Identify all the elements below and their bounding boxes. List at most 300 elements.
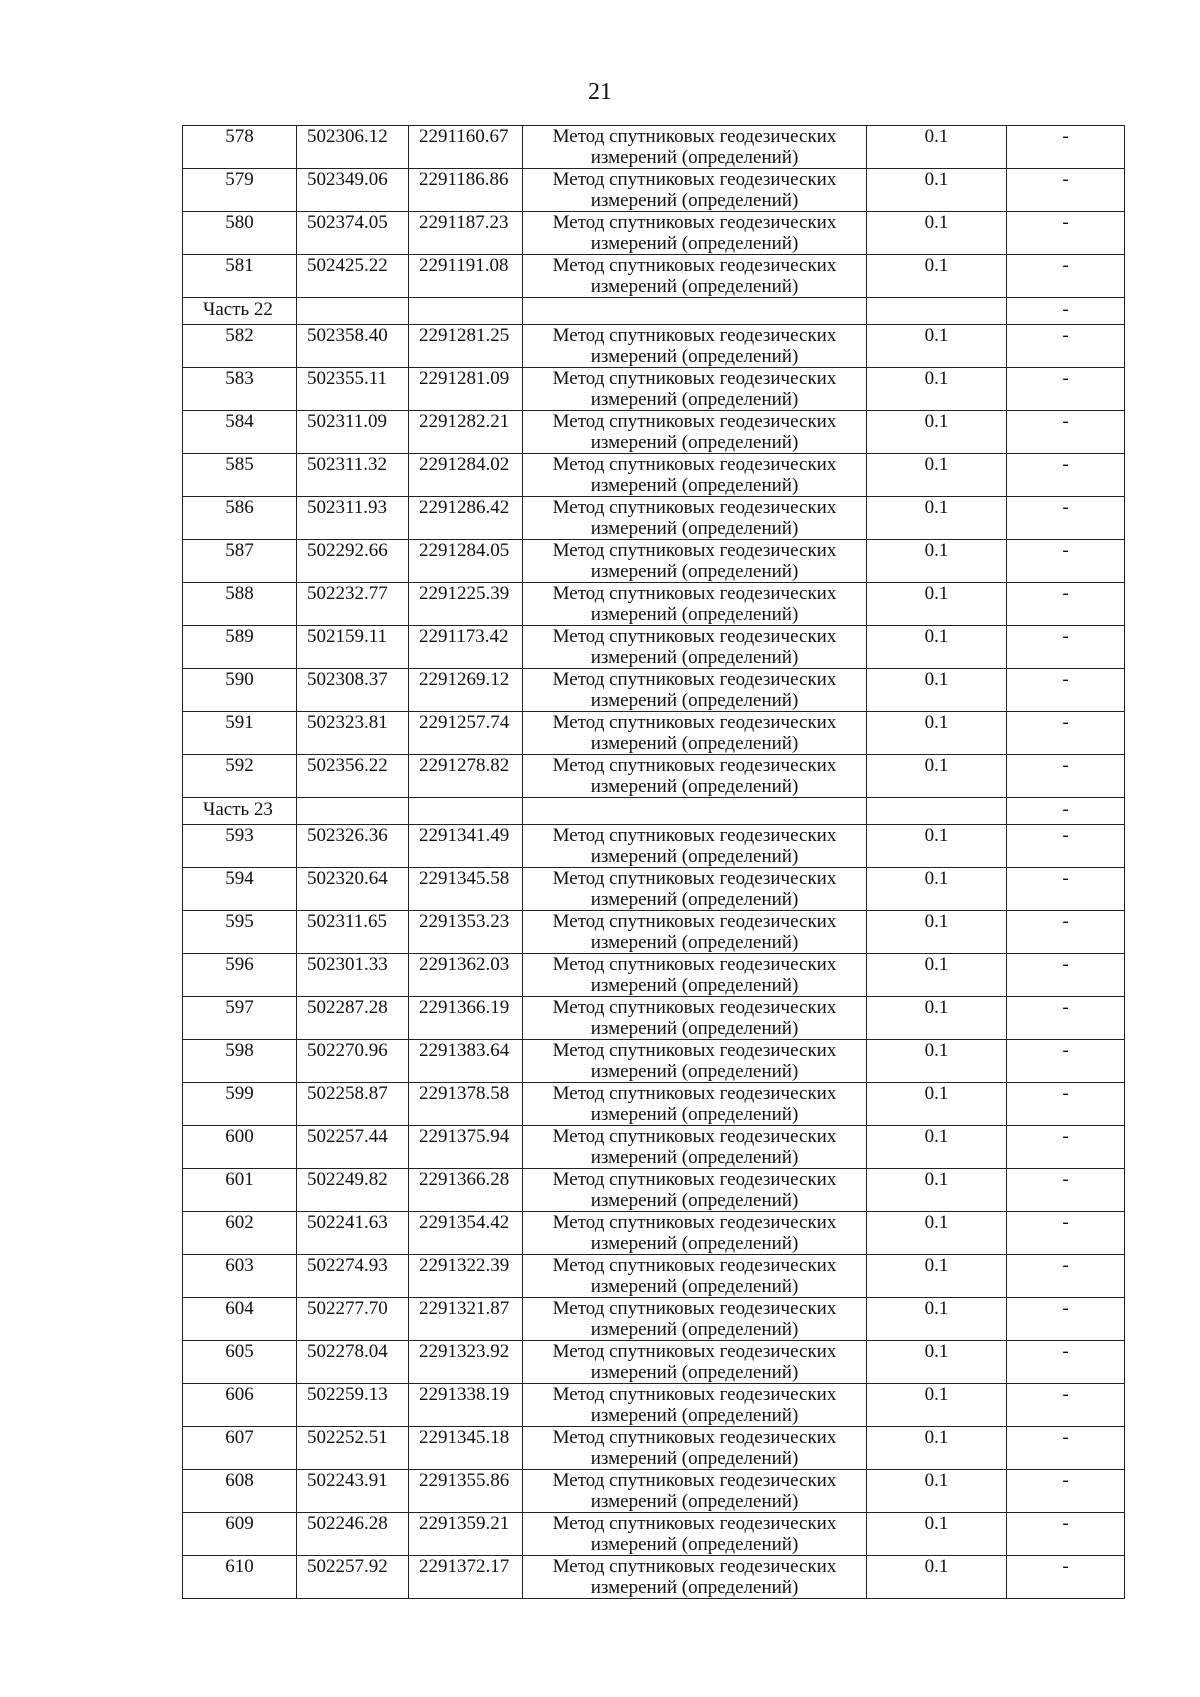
y-coordinate-cell: 2291341.49: [409, 825, 523, 868]
y-coordinate-cell: 2291282.21: [409, 411, 523, 454]
method-cell: [523, 997, 867, 1040]
x-coordinate-cell: 502311.09: [297, 411, 409, 454]
accuracy-cell: 0.1: [867, 454, 1007, 497]
note-cell: -: [1007, 368, 1125, 411]
x-coordinate-cell: 502355.11: [297, 368, 409, 411]
note-cell: -: [1007, 1083, 1125, 1126]
accuracy-cell: 0.1: [867, 497, 1007, 540]
y-coordinate-cell: 2291355.86: [409, 1470, 523, 1513]
x-coordinate-cell: 502349.06: [297, 169, 409, 212]
method-text-line-1: Метод спутниковых геодезических: [552, 825, 837, 846]
method-text-line-1: Метод спутниковых геодезических: [552, 1255, 837, 1276]
accuracy-cell: 0.1: [867, 1298, 1007, 1341]
accuracy-cell: 0.1: [867, 169, 1007, 212]
accuracy-cell: 0.1: [867, 1212, 1007, 1255]
x-coordinate-cell: 502320.64: [297, 868, 409, 911]
y-coordinate-cell: 2291366.28: [409, 1169, 523, 1212]
table-row: [183, 497, 1125, 540]
note-cell: -: [1007, 626, 1125, 669]
y-coordinate-cell: 2291345.18: [409, 1427, 523, 1470]
x-coordinate-cell: 502232.77: [297, 583, 409, 626]
x-coordinate-cell: 502311.32: [297, 454, 409, 497]
y-coordinate-cell: 2291354.42: [409, 1212, 523, 1255]
accuracy-cell: 0.1: [867, 868, 1007, 911]
note-cell: -: [1007, 798, 1125, 825]
table-row: [183, 911, 1125, 954]
method-cell: [523, 454, 867, 497]
accuracy-cell: 0.1: [867, 1083, 1007, 1126]
method-cell: [523, 411, 867, 454]
method-cell: [523, 868, 867, 911]
table-row: [183, 626, 1125, 669]
point-number-cell: 605: [183, 1341, 297, 1384]
method-text-line-2: измерений (определений): [590, 561, 799, 582]
method-cell: [523, 497, 867, 540]
section-row: [183, 298, 1125, 325]
point-number-cell: 584: [183, 411, 297, 454]
y-coordinate-cell: 2291278.82: [409, 755, 523, 798]
method-text-line-2: измерений (определений): [590, 190, 799, 211]
point-number-cell: 599: [183, 1083, 297, 1126]
method-text-line-1: Метод спутниковых геодезических: [552, 212, 837, 233]
note-cell: -: [1007, 1126, 1125, 1169]
table-row: [183, 1513, 1125, 1556]
method-text-line-2: измерений (определений): [590, 975, 799, 996]
coordinates-table: [182, 125, 1125, 1599]
method-text-line-1: Метод спутниковых геодезических: [552, 169, 837, 190]
method-text-line-1: Метод спутниковых геодезических: [552, 755, 837, 776]
method-cell: [523, 1126, 867, 1169]
method-text-line-2: измерений (определений): [590, 647, 799, 668]
point-number-cell: 585: [183, 454, 297, 497]
method-cell: [523, 1556, 867, 1599]
y-coordinate-cell: 2291362.03: [409, 954, 523, 997]
accuracy-cell: 0.1: [867, 1556, 1007, 1599]
point-number-cell: 593: [183, 825, 297, 868]
accuracy-cell: 0.1: [867, 1255, 1007, 1298]
point-number-cell: 597: [183, 997, 297, 1040]
y-coordinate-cell: 2291375.94: [409, 1126, 523, 1169]
method-text-line-2: измерений (определений): [590, 1534, 799, 1555]
point-number-cell: 609: [183, 1513, 297, 1556]
empty-cell: [297, 798, 409, 825]
method-cell: [523, 626, 867, 669]
y-coordinate-cell: 2291286.42: [409, 497, 523, 540]
table-row: [183, 1427, 1125, 1470]
x-coordinate-cell: 502252.51: [297, 1427, 409, 1470]
method-text-line-1: Метод спутниковых геодезических: [552, 1470, 837, 1491]
method-cell: [523, 540, 867, 583]
point-number-cell: 602: [183, 1212, 297, 1255]
method-cell: [523, 755, 867, 798]
note-cell: -: [1007, 169, 1125, 212]
note-cell: -: [1007, 911, 1125, 954]
point-number-cell: 604: [183, 1298, 297, 1341]
table-row: [183, 1255, 1125, 1298]
y-coordinate-cell: 2291323.92: [409, 1341, 523, 1384]
method-cell: [523, 1298, 867, 1341]
note-cell: -: [1007, 1384, 1125, 1427]
method-text-line-2: измерений (определений): [590, 1491, 799, 1512]
method-text-line-2: измерений (определений): [590, 690, 799, 711]
method-text-line-2: измерений (определений): [590, 1233, 799, 1254]
note-cell: -: [1007, 954, 1125, 997]
y-coordinate-cell: 2291284.05: [409, 540, 523, 583]
method-cell: [523, 583, 867, 626]
note-cell: -: [1007, 454, 1125, 497]
method-cell: [523, 1341, 867, 1384]
method-cell: [523, 825, 867, 868]
method-text-line-1: Метод спутниковых геодезических: [552, 1212, 837, 1233]
table-row: [183, 411, 1125, 454]
method-text-line-1: Метод спутниковых геодезических: [552, 1126, 837, 1147]
point-number-cell: 590: [183, 669, 297, 712]
y-coordinate-cell: 2291353.23: [409, 911, 523, 954]
y-coordinate-cell: 2291322.39: [409, 1255, 523, 1298]
table-row: [183, 454, 1125, 497]
point-number-cell: 578: [183, 126, 297, 169]
method-text-line-1: Метод спутниковых геодезических: [552, 1513, 837, 1534]
accuracy-cell: 0.1: [867, 1040, 1007, 1083]
accuracy-cell: 0.1: [867, 1427, 1007, 1470]
method-cell: [523, 669, 867, 712]
method-cell: [523, 169, 867, 212]
note-cell: -: [1007, 1169, 1125, 1212]
method-cell: [523, 1040, 867, 1083]
note-cell: -: [1007, 325, 1125, 368]
method-text-line-2: измерений (определений): [590, 604, 799, 625]
method-text-line-2: измерений (определений): [590, 1104, 799, 1125]
table-row: [183, 1040, 1125, 1083]
table-row: [183, 868, 1125, 911]
note-cell: -: [1007, 868, 1125, 911]
accuracy-cell: 0.1: [867, 825, 1007, 868]
point-number-cell: 588: [183, 583, 297, 626]
x-coordinate-cell: 502323.81: [297, 712, 409, 755]
method-text-line-1: Метод спутниковых геодезических: [552, 1427, 837, 1448]
point-number-cell: 598: [183, 1040, 297, 1083]
accuracy-cell: 0.1: [867, 997, 1007, 1040]
method-text-line-1: Метод спутниковых геодезических: [552, 1298, 837, 1319]
accuracy-cell: 0.1: [867, 712, 1007, 755]
method-cell: [523, 255, 867, 298]
x-coordinate-cell: 502278.04: [297, 1341, 409, 1384]
note-cell: -: [1007, 669, 1125, 712]
note-cell: -: [1007, 1040, 1125, 1083]
accuracy-cell: 0.1: [867, 212, 1007, 255]
x-coordinate-cell: 502258.87: [297, 1083, 409, 1126]
coordinates-table-body: [183, 126, 1125, 1599]
accuracy-cell: 0.1: [867, 583, 1007, 626]
method-text-line-2: измерений (определений): [590, 1577, 799, 1598]
accuracy-cell: 0.1: [867, 626, 1007, 669]
note-cell: -: [1007, 1513, 1125, 1556]
method-text-line-2: измерений (определений): [590, 233, 799, 254]
table-row: [183, 583, 1125, 626]
method-cell: [523, 1384, 867, 1427]
table-row: [183, 1470, 1125, 1513]
note-cell: -: [1007, 126, 1125, 169]
table-row: [183, 540, 1125, 583]
table-row: [183, 1298, 1125, 1341]
note-cell: -: [1007, 997, 1125, 1040]
method-cell: [523, 325, 867, 368]
y-coordinate-cell: 2291338.19: [409, 1384, 523, 1427]
y-coordinate-cell: 2291225.39: [409, 583, 523, 626]
section-label: Часть 23: [183, 798, 297, 825]
method-cell: [523, 1083, 867, 1126]
x-coordinate-cell: 502246.28: [297, 1513, 409, 1556]
y-coordinate-cell: 2291321.87: [409, 1298, 523, 1341]
x-coordinate-cell: 502356.22: [297, 755, 409, 798]
method-text-line-2: измерений (определений): [590, 733, 799, 754]
method-text-line-1: Метод спутниковых геодезических: [552, 540, 837, 561]
method-text-line-2: измерений (определений): [590, 1405, 799, 1426]
point-number-cell: 582: [183, 325, 297, 368]
y-coordinate-cell: 2291160.67: [409, 126, 523, 169]
method-text-line-1: Метод спутниковых геодезических: [552, 669, 837, 690]
note-cell: -: [1007, 755, 1125, 798]
method-text-line-1: Метод спутниковых геодезических: [552, 1384, 837, 1405]
method-text-line-2: измерений (определений): [590, 1061, 799, 1082]
point-number-cell: 592: [183, 755, 297, 798]
method-text-line-1: Метод спутниковых геодезических: [552, 868, 837, 889]
note-cell: -: [1007, 1341, 1125, 1384]
note-cell: -: [1007, 212, 1125, 255]
table-row: [183, 1384, 1125, 1427]
x-coordinate-cell: 502292.66: [297, 540, 409, 583]
method-text-line-2: измерений (определений): [590, 1147, 799, 1168]
table-row: [183, 212, 1125, 255]
accuracy-cell: 0.1: [867, 1169, 1007, 1212]
accuracy-cell: 0.1: [867, 411, 1007, 454]
accuracy-cell: 0.1: [867, 368, 1007, 411]
method-text-line-1: Метод спутниковых геодезических: [552, 454, 837, 475]
x-coordinate-cell: 502249.82: [297, 1169, 409, 1212]
x-coordinate-cell: 502425.22: [297, 255, 409, 298]
method-text-line-2: измерений (определений): [590, 1362, 799, 1383]
method-text-line-1: Метод спутниковых геодезических: [552, 126, 837, 147]
point-number-cell: 580: [183, 212, 297, 255]
y-coordinate-cell: 2291187.23: [409, 212, 523, 255]
method-text-line-1: Метод спутниковых геодезических: [552, 255, 837, 276]
x-coordinate-cell: 502308.37: [297, 669, 409, 712]
method-text-line-2: измерений (определений): [590, 276, 799, 297]
table-row: [183, 669, 1125, 712]
empty-cell: [523, 298, 867, 325]
y-coordinate-cell: 2291366.19: [409, 997, 523, 1040]
x-coordinate-cell: 502274.93: [297, 1255, 409, 1298]
x-coordinate-cell: 502241.63: [297, 1212, 409, 1255]
y-coordinate-cell: 2291281.25: [409, 325, 523, 368]
point-number-cell: 587: [183, 540, 297, 583]
table-row: [183, 1126, 1125, 1169]
accuracy-cell: 0.1: [867, 1513, 1007, 1556]
accuracy-cell: 0.1: [867, 755, 1007, 798]
note-cell: -: [1007, 712, 1125, 755]
point-number-cell: 608: [183, 1470, 297, 1513]
note-cell: -: [1007, 497, 1125, 540]
x-coordinate-cell: 502243.91: [297, 1470, 409, 1513]
point-number-cell: 596: [183, 954, 297, 997]
y-coordinate-cell: 2291257.74: [409, 712, 523, 755]
accuracy-cell: 0.1: [867, 954, 1007, 997]
table-row: [183, 755, 1125, 798]
accuracy-cell: 0.1: [867, 1384, 1007, 1427]
x-coordinate-cell: 502257.92: [297, 1556, 409, 1599]
method-text-line-2: измерений (определений): [590, 889, 799, 910]
method-text-line-1: Метод спутниковых геодезических: [552, 1083, 837, 1104]
section-label: Часть 22: [183, 298, 297, 325]
empty-cell: [409, 298, 523, 325]
note-cell: -: [1007, 255, 1125, 298]
accuracy-cell: 0.1: [867, 1341, 1007, 1384]
y-coordinate-cell: 2291372.17: [409, 1556, 523, 1599]
method-text-line-2: измерений (определений): [590, 389, 799, 410]
accuracy-cell: 0.1: [867, 126, 1007, 169]
x-coordinate-cell: 502287.28: [297, 997, 409, 1040]
method-text-line-2: измерений (определений): [590, 846, 799, 867]
method-text-line-1: Метод спутниковых геодезических: [552, 368, 837, 389]
section-row: [183, 798, 1125, 825]
table-row: [183, 1083, 1125, 1126]
method-cell: [523, 1255, 867, 1298]
point-number-cell: 589: [183, 626, 297, 669]
x-coordinate-cell: 502270.96: [297, 1040, 409, 1083]
accuracy-cell: 0.1: [867, 540, 1007, 583]
note-cell: -: [1007, 1556, 1125, 1599]
note-cell: -: [1007, 1427, 1125, 1470]
method-cell: [523, 126, 867, 169]
empty-cell: [523, 798, 867, 825]
note-cell: -: [1007, 583, 1125, 626]
method-text-line-1: Метод спутниковых геодезических: [552, 954, 837, 975]
method-text-line-2: измерений (определений): [590, 147, 799, 168]
x-coordinate-cell: 502277.70: [297, 1298, 409, 1341]
table-row: [183, 997, 1125, 1040]
method-text-line-1: Метод спутниковых геодезических: [552, 583, 837, 604]
method-text-line-1: Метод спутниковых геодезических: [552, 1040, 837, 1061]
method-cell: [523, 1169, 867, 1212]
method-cell: [523, 368, 867, 411]
method-text-line-1: Метод спутниковых геодезических: [552, 1341, 837, 1362]
table-row: [183, 1341, 1125, 1384]
note-cell: -: [1007, 540, 1125, 583]
accuracy-cell: 0.1: [867, 325, 1007, 368]
point-number-cell: 600: [183, 1126, 297, 1169]
y-coordinate-cell: 2291359.21: [409, 1513, 523, 1556]
y-coordinate-cell: 2291269.12: [409, 669, 523, 712]
method-text-line-1: Метод спутниковых геодезических: [552, 626, 837, 647]
note-cell: -: [1007, 1470, 1125, 1513]
method-cell: [523, 1470, 867, 1513]
table-row: [183, 1212, 1125, 1255]
method-text-line-2: измерений (определений): [590, 432, 799, 453]
table-row: [183, 1556, 1125, 1599]
x-coordinate-cell: 502257.44: [297, 1126, 409, 1169]
accuracy-cell: 0.1: [867, 669, 1007, 712]
accuracy-cell: 0.1: [867, 911, 1007, 954]
method-text-line-2: измерений (определений): [590, 776, 799, 797]
point-number-cell: 603: [183, 1255, 297, 1298]
y-coordinate-cell: 2291186.86: [409, 169, 523, 212]
accuracy-cell: 0.1: [867, 1470, 1007, 1513]
method-text-line-2: измерений (определений): [590, 1448, 799, 1469]
x-coordinate-cell: 502311.65: [297, 911, 409, 954]
method-cell: [523, 1212, 867, 1255]
point-number-cell: 579: [183, 169, 297, 212]
y-coordinate-cell: 2291173.42: [409, 626, 523, 669]
y-coordinate-cell: 2291284.02: [409, 454, 523, 497]
method-text-line-2: измерений (определений): [590, 932, 799, 953]
note-cell: -: [1007, 411, 1125, 454]
y-coordinate-cell: 2291383.64: [409, 1040, 523, 1083]
table-row: [183, 126, 1125, 169]
point-number-cell: 607: [183, 1427, 297, 1470]
note-cell: -: [1007, 1298, 1125, 1341]
point-number-cell: 594: [183, 868, 297, 911]
x-coordinate-cell: 502311.93: [297, 497, 409, 540]
method-text-line-1: Метод спутниковых геодезических: [552, 997, 837, 1018]
x-coordinate-cell: 502301.33: [297, 954, 409, 997]
method-text-line-2: измерений (определений): [590, 1319, 799, 1340]
empty-cell: [409, 798, 523, 825]
x-coordinate-cell: 502259.13: [297, 1384, 409, 1427]
method-text-line-1: Метод спутниковых геодезических: [552, 497, 837, 518]
y-coordinate-cell: 2291378.58: [409, 1083, 523, 1126]
point-number-cell: 601: [183, 1169, 297, 1212]
page-number: 21: [588, 79, 612, 105]
empty-cell: [297, 298, 409, 325]
method-cell: [523, 911, 867, 954]
point-number-cell: 606: [183, 1384, 297, 1427]
method-text-line-2: измерений (определений): [590, 1018, 799, 1039]
method-text-line-1: Метод спутниковых геодезических: [552, 1556, 837, 1577]
empty-cell: [867, 798, 1007, 825]
method-cell: [523, 1427, 867, 1470]
point-number-cell: 586: [183, 497, 297, 540]
method-cell: [523, 1513, 867, 1556]
point-number-cell: 583: [183, 368, 297, 411]
method-text-line-2: измерений (определений): [590, 346, 799, 367]
table-row: [183, 325, 1125, 368]
method-text-line-2: измерений (определений): [590, 1276, 799, 1297]
x-coordinate-cell: 502159.11: [297, 626, 409, 669]
y-coordinate-cell: 2291191.08: [409, 255, 523, 298]
x-coordinate-cell: 502374.05: [297, 212, 409, 255]
method-text-line-2: измерений (определений): [590, 475, 799, 496]
method-text-line-2: измерений (определений): [590, 518, 799, 539]
method-cell: [523, 954, 867, 997]
y-coordinate-cell: 2291281.09: [409, 368, 523, 411]
method-text-line-1: Метод спутниковых геодезических: [552, 712, 837, 733]
y-coordinate-cell: 2291345.58: [409, 868, 523, 911]
point-number-cell: 595: [183, 911, 297, 954]
point-number-cell: 610: [183, 1556, 297, 1599]
method-text-line-2: измерений (определений): [590, 1190, 799, 1211]
method-text-line-1: Метод спутниковых геодезических: [552, 325, 837, 346]
accuracy-cell: 0.1: [867, 255, 1007, 298]
method-text-line-1: Метод спутниковых геодезических: [552, 411, 837, 432]
x-coordinate-cell: 502306.12: [297, 126, 409, 169]
method-text-line-1: Метод спутниковых геодезических: [552, 911, 837, 932]
method-text-line-1: Метод спутниковых геодезических: [552, 1169, 837, 1190]
table-row: [183, 712, 1125, 755]
table-row: [183, 1169, 1125, 1212]
x-coordinate-cell: 502326.36: [297, 825, 409, 868]
point-number-cell: 591: [183, 712, 297, 755]
table-row: [183, 825, 1125, 868]
